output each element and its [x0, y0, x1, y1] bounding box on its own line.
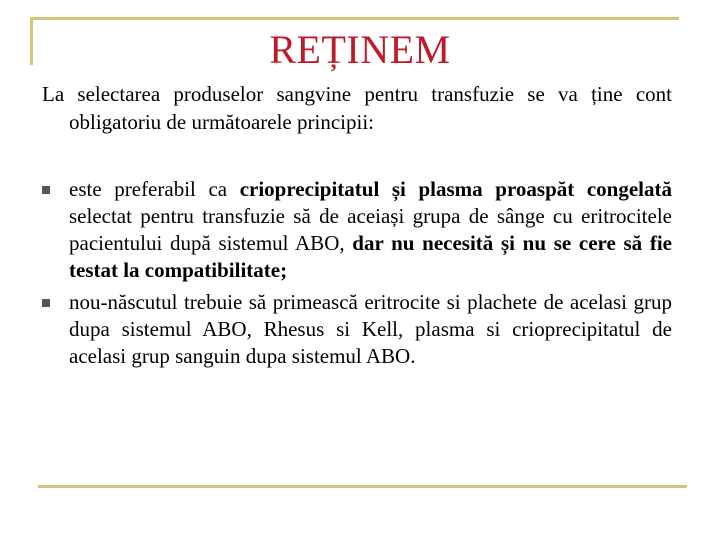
square-bullet-icon: [42, 186, 50, 194]
square-bullet-icon: [42, 299, 50, 307]
frame-top-line: [30, 17, 679, 20]
bullet-item-2: [42, 289, 672, 370]
bullet-item-1: [42, 176, 672, 284]
bullet-list: [42, 176, 672, 375]
intro-text: La selectarea produselor sangvine pentru transfuzie se va ține cont obligatoriu de următoarele principii:: [42, 82, 672, 134]
intro-paragraph: [42, 80, 672, 136]
bullet-1-part-3: selectat pentru transfuzie să de aceiași grupa de sânge cu eritrocitele pacientului după sistemul ABO,: [69, 204, 672, 255]
bullet-1-part-2: crioprecipitatul și plasma proaspăt congelată: [239, 177, 672, 201]
bullet-1-part-1: este preferabil ca: [69, 177, 240, 201]
bullet-2-part-1: nou-născutul trebuie să primească eritrocite si plachete de acelasi grup dupa sistemul ABO, Rhesus si Kell, plasma si crioprecipitatul de acelasi grup sanguin dupa sistemul ABO.: [69, 290, 672, 368]
bullet-1-part-4: dar nu necesită și nu se cere să fie testat la compatibilitate;: [69, 231, 672, 282]
frame-bottom-line: [38, 485, 687, 488]
slide-title: REȚINEM: [269, 27, 451, 72]
